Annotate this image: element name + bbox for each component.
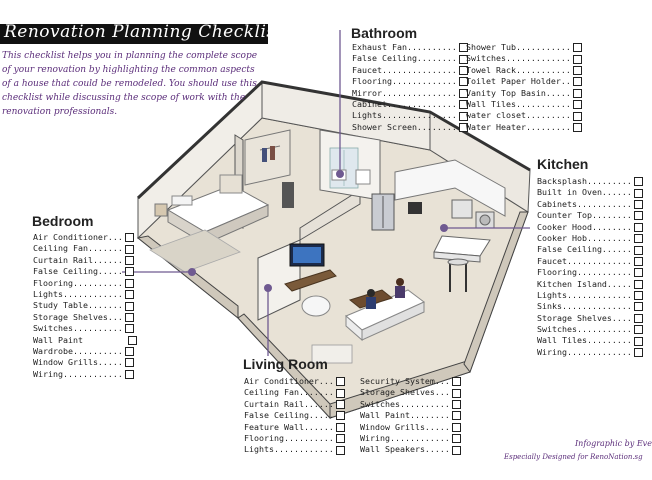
item-label: Wiring............. <box>537 346 632 357</box>
item-label: Switches.......... <box>360 398 450 409</box>
checklist-item <box>33 357 137 368</box>
checklist-item <box>466 110 582 121</box>
checkbox[interactable] <box>573 100 582 109</box>
item-label: Exhaust Fan.......... <box>352 42 457 52</box>
item-label: False Ceiling...... <box>537 244 632 255</box>
checklist-item <box>466 53 582 64</box>
item-label: Flooring............. <box>352 76 457 87</box>
item-label: Mirror............... <box>352 87 457 98</box>
item-label: Toilet Paper Holder.. <box>466 76 571 87</box>
checklist-item <box>33 300 137 311</box>
item-label: Kitchen Island..... <box>537 278 632 289</box>
bathroom-list-right <box>466 42 582 133</box>
item-label: Flooring.......... <box>244 432 334 443</box>
item-label: False Ceiling........ <box>352 53 457 64</box>
checkbox[interactable] <box>336 411 345 420</box>
item-label: Shower Screen........ <box>352 121 457 132</box>
item-label: Lights............ <box>33 288 123 299</box>
checkbox[interactable] <box>336 389 345 398</box>
checkbox[interactable] <box>452 446 461 455</box>
checkbox[interactable] <box>452 423 461 432</box>
checklist-item <box>33 335 137 346</box>
item-label: Vanity Top Basin..... <box>466 87 571 98</box>
checklist-item <box>360 433 461 444</box>
checkbox[interactable] <box>573 89 582 98</box>
checklist-item <box>33 289 137 300</box>
item-label: False Ceiling..... <box>244 410 334 421</box>
item-label: Security System... <box>360 376 450 386</box>
checklist-item <box>537 301 643 312</box>
checkbox[interactable] <box>452 411 461 420</box>
item-label: Flooring.......... <box>33 277 123 288</box>
item-label: Wall Paint <box>33 334 83 345</box>
checklist-item <box>466 88 582 99</box>
item-label: Ceiling Fan....... <box>244 387 334 398</box>
checklist-item <box>360 410 461 421</box>
checkbox[interactable] <box>125 370 134 379</box>
checklist-item <box>352 42 468 53</box>
item-label: Wall Speakers..... <box>360 444 450 455</box>
item-label: Window Grills..... <box>360 421 450 432</box>
item-label: Wall Tiles......... <box>537 335 632 346</box>
checkbox[interactable] <box>125 279 134 288</box>
checklist-item <box>33 369 137 380</box>
item-label: Sinks.............. <box>537 301 632 312</box>
checkbox[interactable] <box>634 200 643 209</box>
checkbox[interactable] <box>125 347 134 356</box>
item-label: Air Conditioner... <box>33 232 123 242</box>
item-label: Lights............ <box>244 444 334 455</box>
checklist-item <box>537 324 643 335</box>
checkbox[interactable] <box>634 246 643 255</box>
item-label: Lights............... <box>352 110 457 121</box>
checkbox[interactable] <box>634 177 643 186</box>
kitchen-list <box>537 176 643 358</box>
checkbox[interactable] <box>452 400 461 409</box>
checkbox[interactable] <box>634 280 643 289</box>
checkbox[interactable] <box>634 314 643 323</box>
checklist-item <box>352 122 468 133</box>
checklist-item <box>466 76 582 87</box>
item-label: Built in Oven...... <box>537 187 632 198</box>
checkbox[interactable] <box>634 211 643 220</box>
item-label: Water Heater......... <box>466 121 571 132</box>
item-label: Switches............. <box>466 53 571 64</box>
checkbox[interactable] <box>634 291 643 300</box>
item-label: Wall Tiles........... <box>466 98 571 109</box>
checklist-item <box>33 278 137 289</box>
item-label: Wiring............ <box>33 368 123 379</box>
checklist-item <box>244 399 345 410</box>
item-label: Storage Shelves.... <box>537 312 632 323</box>
item-label: Cooker Hob......... <box>537 232 632 243</box>
bathroom-title: Bathroom <box>351 25 418 41</box>
living-room-list-right <box>360 376 461 456</box>
checklist-item <box>537 222 643 233</box>
checklist-item <box>244 387 345 398</box>
checklist-item <box>360 422 461 433</box>
page-title: Renovation Planning Checklist <box>4 22 283 42</box>
checkbox[interactable] <box>125 358 134 367</box>
item-label: Wardrobe.......... <box>33 345 123 356</box>
checklist-item <box>360 399 461 410</box>
checkbox[interactable] <box>573 66 582 75</box>
checkbox[interactable] <box>125 290 134 299</box>
checkbox[interactable] <box>336 400 345 409</box>
checkbox[interactable] <box>336 434 345 443</box>
checkbox[interactable] <box>634 189 643 198</box>
checkbox[interactable] <box>336 423 345 432</box>
checkbox[interactable] <box>125 245 134 254</box>
checkbox[interactable] <box>634 348 643 357</box>
living-room-title: Living Room <box>243 356 328 372</box>
checklist-item <box>244 444 345 455</box>
item-label: Cabinet.............. <box>352 98 457 109</box>
item-label: Counter Top........ <box>537 210 632 221</box>
kitchen-title: Kitchen <box>537 156 589 172</box>
checklist-item <box>466 122 582 133</box>
checklist-item <box>352 53 468 64</box>
checklist-item <box>33 312 137 323</box>
checklist-item <box>33 323 137 334</box>
checklist-item <box>352 76 468 87</box>
item-label: Flooring........... <box>537 267 632 278</box>
item-label: Curtain Rail...... <box>244 398 334 409</box>
checkbox[interactable] <box>573 77 582 86</box>
item-label: Cabinets........... <box>537 198 632 209</box>
checkbox[interactable] <box>634 325 643 334</box>
bedroom-list <box>33 232 137 380</box>
checklist-item <box>33 255 137 266</box>
item-label: Air Conditioner... <box>244 376 334 386</box>
item-label: Study Table....... <box>33 300 123 311</box>
checklist-item <box>33 346 137 357</box>
item-label: Lights............. <box>537 289 632 300</box>
checklist-item <box>537 347 643 358</box>
checklist-item <box>537 176 643 187</box>
bedroom-title: Bedroom <box>32 213 94 229</box>
item-label: Storage Shelves... <box>33 311 123 322</box>
item-label: Ceiling Fan....... <box>33 243 123 254</box>
checklist-item <box>537 244 643 255</box>
item-label: Towel Rack........... <box>466 64 571 75</box>
checklist-item <box>360 387 461 398</box>
checklist-item <box>537 256 643 267</box>
checklist-item <box>466 42 582 53</box>
credit-designed-for: Especially Designed for RenoNation.sg <box>504 453 643 461</box>
checkbox[interactable] <box>634 257 643 266</box>
item-label: Switches........... <box>537 324 632 335</box>
item-label: Shower Tub........... <box>466 42 571 52</box>
item-label: Cooker Hood........ <box>537 221 632 232</box>
checklist-item <box>360 444 461 455</box>
checklist-item <box>537 233 643 244</box>
checklist-item <box>537 335 643 346</box>
checkbox[interactable] <box>125 233 134 242</box>
checkbox[interactable] <box>452 434 461 443</box>
checklist-item <box>537 313 643 324</box>
checklist-item <box>352 110 468 121</box>
checkbox[interactable] <box>452 389 461 398</box>
checkbox[interactable] <box>634 234 643 243</box>
checklist-item <box>352 88 468 99</box>
item-label: water closet......... <box>466 110 571 121</box>
checkbox[interactable] <box>573 112 582 121</box>
checklist-item <box>352 65 468 76</box>
checkbox[interactable] <box>634 302 643 311</box>
checkbox[interactable] <box>336 377 345 386</box>
checklist-item <box>466 65 582 76</box>
checklist-item <box>466 99 582 110</box>
checkbox[interactable] <box>452 377 461 386</box>
checkbox[interactable] <box>573 123 582 132</box>
checkbox[interactable] <box>125 313 134 322</box>
checklist-item <box>244 433 345 444</box>
bathroom-list-left <box>352 42 468 133</box>
checklist-item <box>33 266 137 277</box>
checklist-item <box>537 187 643 198</box>
checklist-item <box>537 290 643 301</box>
checkbox[interactable] <box>125 267 134 276</box>
checkbox[interactable] <box>573 43 582 52</box>
item-label: False Ceiling..... <box>33 266 123 277</box>
checkbox[interactable] <box>573 55 582 64</box>
credit-author: Infographic by Eve <box>575 439 652 448</box>
checklist-item <box>33 232 137 243</box>
intro-text: This checklist helps you in planning the complete scope of your renovation by highlighting the common aspects of a house that could be remodeled. You should use this checklist while discussing the scope of work with the renovation professionals. <box>2 51 258 117</box>
checklist-item <box>537 267 643 278</box>
checkbox[interactable] <box>128 336 137 345</box>
checkbox[interactable] <box>125 256 134 265</box>
checklist-item <box>360 376 461 387</box>
checklist-item <box>33 243 137 254</box>
checklist-item <box>244 422 345 433</box>
checkbox[interactable] <box>125 302 134 311</box>
checklist-item <box>537 279 643 290</box>
living-room-list-left <box>244 376 345 456</box>
checkbox[interactable] <box>634 223 643 232</box>
item-label: Storage Shelves... <box>360 387 450 398</box>
checkbox[interactable] <box>634 337 643 346</box>
checklist-item <box>244 376 345 387</box>
checklist-item <box>537 210 643 221</box>
checkbox[interactable] <box>634 268 643 277</box>
item-label: Window Grills..... <box>33 357 123 368</box>
item-label: Wiring............ <box>360 432 450 443</box>
item-label: Wall Paint........ <box>360 410 450 421</box>
checklist-item <box>537 199 643 210</box>
checklist-item <box>244 410 345 421</box>
item-label: Switches.......... <box>33 323 123 334</box>
item-label: Curtain Rail...... <box>33 254 123 265</box>
checkbox[interactable] <box>336 446 345 455</box>
item-label: Feature Wall...... <box>244 421 334 432</box>
item-label: Faucet............... <box>352 64 457 75</box>
item-label: Backsplash......... <box>537 176 632 186</box>
checkbox[interactable] <box>125 324 134 333</box>
item-label: Faucet............. <box>537 255 632 266</box>
checklist-item <box>352 99 468 110</box>
